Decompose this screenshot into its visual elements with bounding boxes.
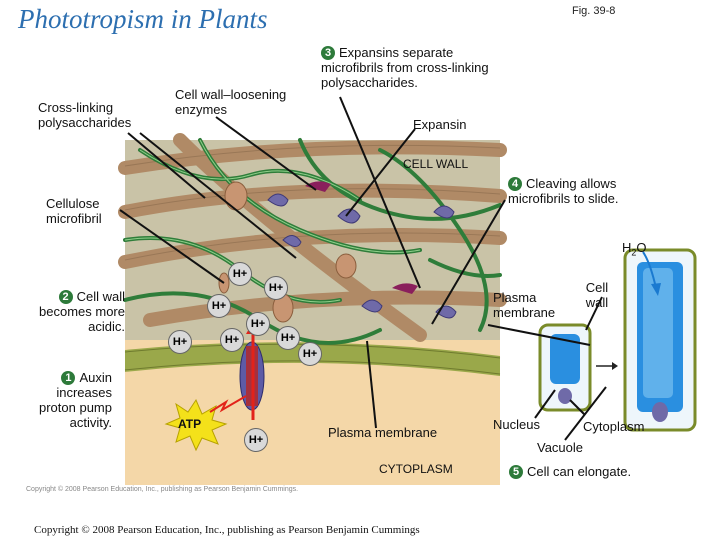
nucleus-label: Nucleus	[493, 417, 540, 432]
proton-ion: H+	[298, 342, 322, 366]
proton-ion: H+	[220, 328, 244, 352]
vacuole-label: Vacuole	[537, 440, 584, 455]
step5-badge: 5	[509, 465, 523, 479]
cross-linking-label: Cross-linking polysaccharides	[38, 100, 132, 130]
cellulose-label: Cellulose microfibril	[46, 196, 102, 226]
step4-label	[508, 176, 673, 206]
nucleus-shape	[558, 388, 572, 404]
step2-badge: 2	[59, 290, 73, 304]
proton-ion: H+	[246, 312, 270, 336]
proton-ion: H+	[264, 276, 288, 300]
h2o-o: O	[636, 240, 647, 255]
proton-ion: H+	[168, 330, 192, 354]
proton-ion: H+	[276, 326, 300, 350]
step5-text: Cell can elongate.	[527, 464, 632, 479]
water-label	[622, 240, 647, 261]
step1-label	[22, 370, 112, 430]
step2-text: Cell wall becomes more acidic.	[39, 289, 125, 334]
page-title: Phototropism in Plants	[18, 4, 268, 34]
step5-label	[509, 464, 631, 479]
step4-badge: 4	[508, 177, 522, 191]
step2-label	[30, 289, 125, 334]
proton-ion: H+	[207, 294, 231, 318]
copyright-footer: Copyright © 2008 Pearson Education, Inc., publishing as Pearson Benjamin Cummings	[34, 524, 420, 536]
proton-ion: H+	[228, 262, 252, 286]
step1-text: Auxin increases proton pump activity.	[39, 370, 112, 430]
cell-wall-caps-label: CELL WALL	[403, 157, 469, 171]
h2o-h: H	[622, 240, 632, 255]
step3-badge: 3	[321, 46, 335, 60]
step1-badge: 1	[61, 371, 75, 385]
proton-ion: H+	[244, 428, 268, 452]
expansin-label: Expansin	[413, 117, 467, 132]
cell-wall-right-label: Cell wall	[585, 280, 609, 310]
figure-reference: Fig. 39-8	[572, 5, 616, 17]
step3-text: Expansins separate microfibrils from cross-linking polysaccharides.	[321, 45, 489, 90]
plasma-membrane-bottom-label: Plasma membrane	[328, 425, 438, 440]
h2o-sub: 2	[631, 247, 637, 258]
loosening-enzymes-label: Cell wall–loosening enzymes	[175, 87, 287, 117]
cytoplasm-label: Cytoplasm	[583, 419, 645, 434]
cytoplasm-caps-label: CYTOPLASM	[379, 462, 453, 476]
step4-text: Cleaving allows microfibrils to slide.	[508, 176, 619, 206]
copyright-small: Copyright © 2008 Pearson Education, Inc., publishing as Pearson Benjamin Cummings.	[26, 486, 299, 493]
atp-label: ATP	[178, 417, 202, 431]
step3-label	[321, 45, 511, 90]
plasma-membrane-right-label: Plasma membrane	[493, 290, 556, 320]
